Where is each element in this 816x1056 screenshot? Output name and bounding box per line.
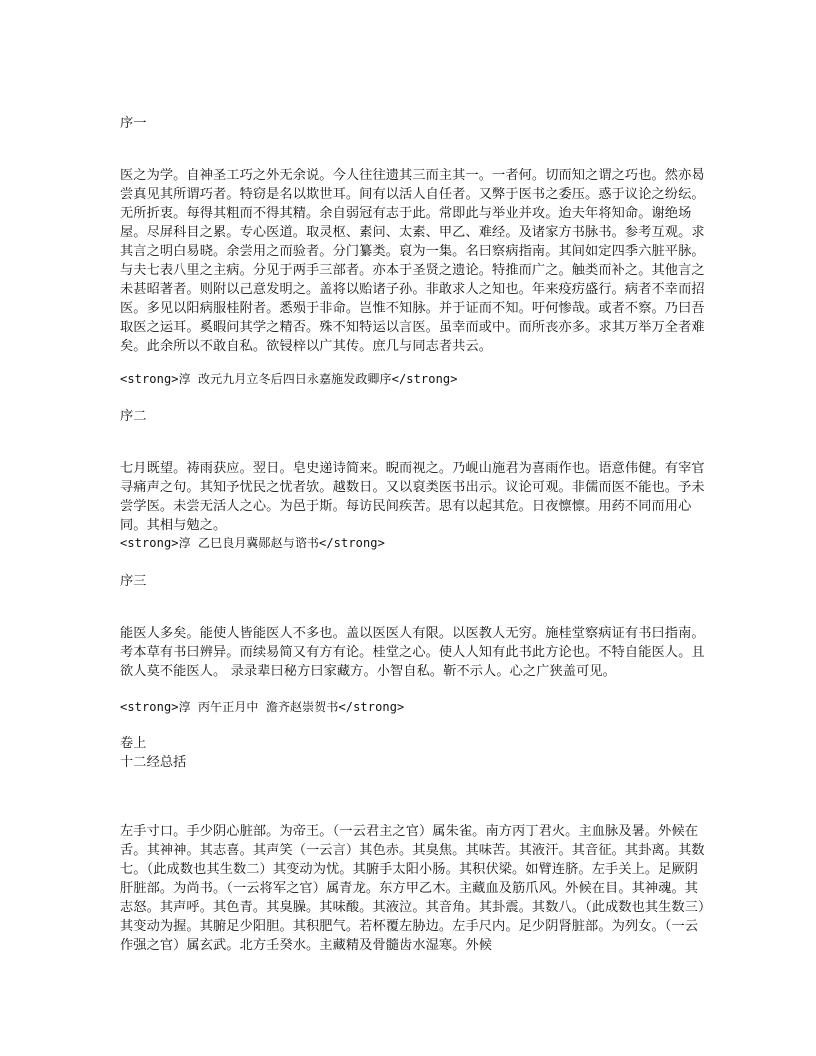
preface-2-body: 七月既望。祷雨获应。翌日。皂史递诗简来。睨而视之。乃岘山施君为喜雨作也。语意伟健。有宰官寻痛声之句。其知予忧民之忧者欤。越数日。又以裒类医书出示。议论可观。非儒而医不能也。予未尝学医。未尝无活人之心。为邑于斯。每访民间疾苦。思有以起其危。日夜懔懔。用药不同而用心同。其相与勉之。 bbox=[120, 461, 705, 533]
section-title: 十二经总括 bbox=[120, 755, 187, 770]
preface-2-title: 序二 bbox=[120, 409, 147, 424]
volume-title: 卷上 bbox=[120, 736, 147, 751]
preface-3-body: 能医人多矣。能使人皆能医人不多也。盖以医医人有限。以医教人无穷。施桂堂察病证有书曰指南。考本草有书曰辨异。而续易简又有方有论。桂堂之心。使人人知有此书此方论也。不特自能医人。且欲人莫不能医人。 录录辈曰秘方曰家藏方。小智自私。靳不示人。心之广狭盖可见。 bbox=[120, 626, 705, 679]
preface-2-signature: <strong>淳 乙巳良月冀郧赵与谘书</strong> bbox=[120, 536, 385, 550]
preface-3-signature: <strong>淳 丙午正月中 澹齐赵崇贺书</strong> bbox=[120, 700, 405, 714]
preface-1-body: 医之为学。自神圣工巧之外无余说。今人往往遗其三而主其一。一者何。切而知之谓之巧也。然亦曷尝真见其所谓巧者。特窃是名以欺世耳。间有以活人自任者。又弊于医书之委压。惑于议论之纷纭。无所折衷。每得其粗而不得其精。余自弱冠有志于此。常即此与举业并攻。迨夫年将知命。谢绝场屋。尽屏科目之累。专心医道。取灵枢、素问、太素、甲乙、难经。及诸家方书脉书。参考互观。求其言之明白易晓。余尝用之而验者。分门纂类。裒为一集。名曰察病指南。其间如定四季六脏平脉。与夫七表八里之主病。分见于两手三部者。亦本于圣贤之遗论。特推而广之。触类而补之。其他言之未甚昭著者。则附以己意发明之。盖将以贻诸子孙。非敢求人之知也。年来疫疠盛行。病者不幸而招医。多见以阳病服桂附者。悉殒于非命。岂惟不知脉。并于证而不知。吁何惨哉。或者不察。乃曰吾取医之运耳。奚暇问其学之精否。殊不知特运以言医。虽幸而或中。而所丧亦多。求其万举万全者难矣。此余所以不敢自私。欲锓梓以广其传。庶几与同志者共云。 bbox=[120, 168, 705, 354]
preface-3-title: 序三 bbox=[120, 574, 147, 589]
preface-1-signature: <strong>淳 改元九月立冬后四日永嘉施发政卿序</strong> bbox=[120, 372, 458, 386]
section-body: 左手寸口。手少阴心脏部。为帝王。（一云君主之官）属朱雀。南方丙丁君火。主血脉及暑。外候在舌。其神神。其志喜。其声笑（一云言）其色赤。其臭焦。其味苦。其液汗。其音征。其卦离。其数七。（此成数也其生数二）其变动为忧。其腑手太阳小肠。其积伏梁。如臂连脐。左手关上。足厥阴肝脏部。为尚书。（一云将军之官）属青龙。东方甲乙木。主藏血及筋爪风。外候在目。其神魂。其志怒。其声呼。其色青。其臭臊。其味酸。其液泣。其音角。其卦震。其数八。（此成数也其生数三）其变动为握。其腑足少阳胆。其积肥气。若杯覆左胁边。左手尺内。足少阴肾脏部。为列女。（一云作强之官）属玄武。北方壬癸水。主藏精及骨髓齿水湿寒。外候 bbox=[120, 824, 705, 953]
preface-1-title: 序一 bbox=[120, 116, 147, 131]
